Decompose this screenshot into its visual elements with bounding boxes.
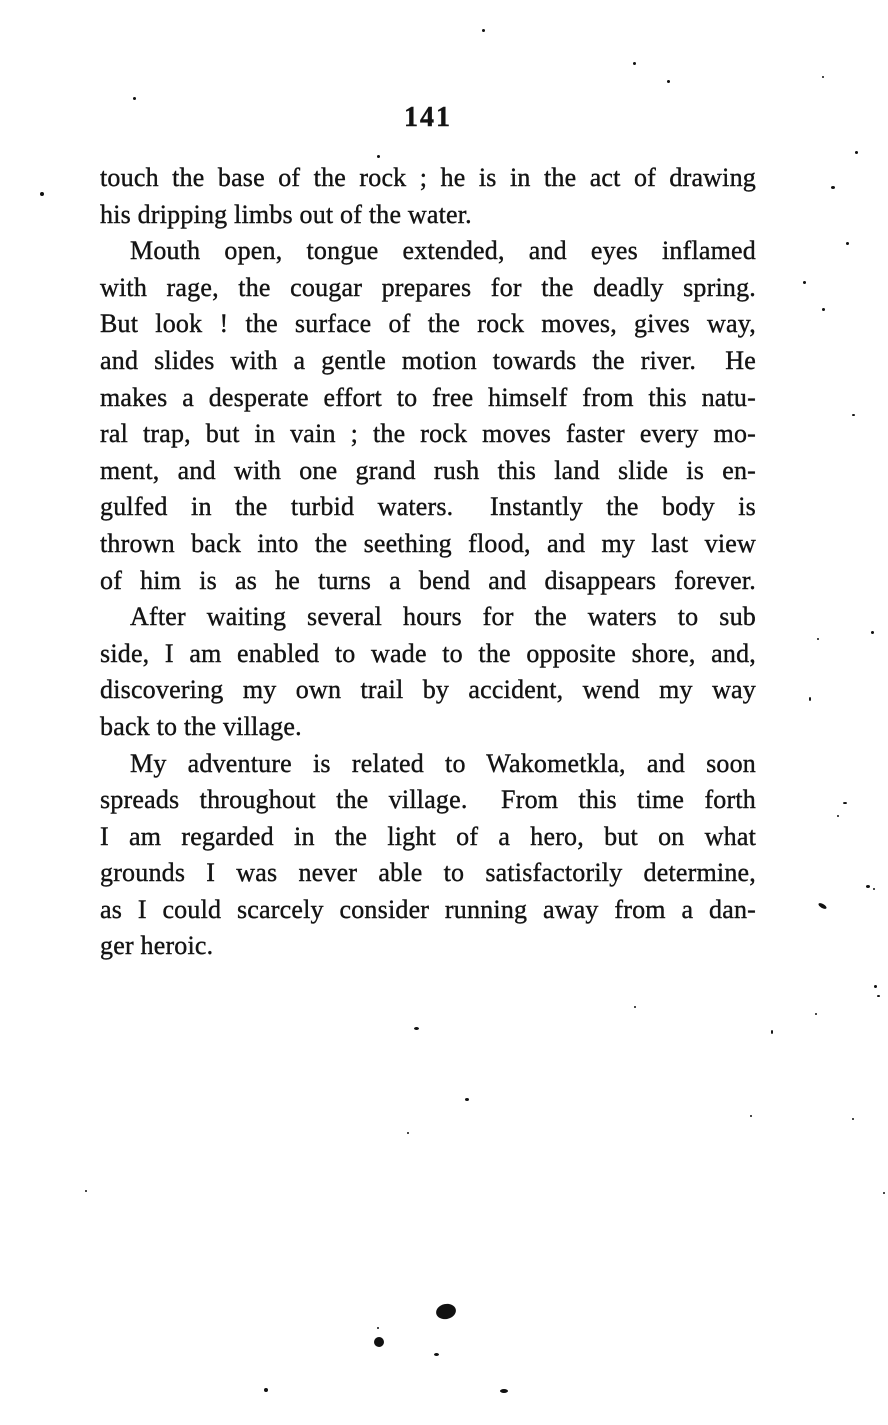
text-line: Mouth open, tongue extended, and eyes inflamed: [130, 236, 756, 266]
text-line: But look ! the surface of the rock moves, gives way,: [100, 309, 756, 339]
text-line: ral trap, but in vain ; the rock moves faster every mo-: [100, 419, 756, 449]
ink-speck: [809, 697, 811, 701]
ink-speck: [871, 631, 874, 634]
ink-speck: [633, 62, 636, 65]
ink-speck: [435, 1302, 458, 1321]
paragraph: [100, 160, 756, 233]
ink-speck: [874, 985, 877, 988]
ink-speck: [803, 281, 806, 284]
ink-speck: [866, 885, 870, 888]
ink-speck: [85, 1190, 87, 1192]
text-line: ment, and with one grand rush this land slide is en-: [100, 455, 756, 485]
ink-speck: [465, 1098, 469, 1101]
text-line: My adventure is related to Wakometkla, and soon: [130, 748, 756, 778]
ink-speck: [771, 1030, 773, 1034]
ink-speck: [434, 1353, 439, 1356]
paragraph: [100, 599, 756, 745]
ink-speck: [377, 1327, 379, 1329]
ink-speck: [877, 995, 880, 997]
text-line: thrown back into the seething flood, and my last view: [100, 528, 756, 558]
ink-speck: [831, 186, 835, 189]
text-line: ger heroic.: [100, 931, 214, 961]
text-line: discovering my own trail by accident, wend my way: [100, 675, 756, 705]
ink-speck: [667, 80, 670, 83]
ink-speck: [822, 76, 824, 78]
text-line: grounds I was never able to satisfactorily determine,: [100, 858, 756, 888]
text-line: side, I am enabled to wade to the opposite shore, and,: [100, 638, 756, 668]
ink-speck: [843, 802, 847, 804]
ink-speck: [822, 308, 825, 311]
ink-speck: [818, 902, 828, 910]
ink-speck: [500, 1389, 508, 1393]
ink-speck: [873, 888, 875, 890]
ink-speck: [377, 155, 380, 158]
text-line: gulfed in the turbid waters. Instantly the body is: [100, 492, 756, 522]
ink-speck: [883, 1192, 885, 1194]
text-line: and slides with a gentle motion towards the river. He: [100, 345, 756, 375]
text-line: back to the village.: [100, 711, 302, 741]
text-line: as I could scarcely consider running away from a dan-: [100, 894, 756, 924]
ink-speck: [852, 414, 855, 416]
paragraph: [100, 233, 756, 599]
ink-speck: [407, 1132, 409, 1134]
text-line: his dripping limbs out of the water.: [100, 199, 472, 229]
ink-speck: [750, 1115, 752, 1117]
text-line: with rage, the cougar prepares for the deadly spring.: [100, 272, 756, 302]
text-line: touch the base of the rock ; he is in the act of drawing: [100, 163, 756, 192]
ink-speck: [374, 1337, 384, 1347]
text-line: After waiting several hours for the waters to sub: [130, 602, 756, 632]
text-line: I am regarded in the light of a hero, but on what: [100, 821, 756, 851]
text-line: of him is as he turns a bend and disappears forever.: [100, 565, 756, 595]
ink-speck: [40, 192, 44, 196]
ink-speck: [837, 815, 839, 817]
ink-speck: [815, 1013, 817, 1015]
ink-speck: [414, 1027, 419, 1030]
ink-speck: [855, 151, 858, 154]
page-text: [100, 160, 756, 965]
page-number: 141: [404, 102, 452, 133]
text-line: makes a desperate effort to free himself from this natu-: [100, 382, 756, 412]
paragraph: [100, 746, 756, 966]
ink-speck: [264, 1388, 268, 1392]
ink-speck: [482, 29, 485, 32]
ink-speck: [817, 638, 819, 640]
text-line: spreads throughout the village. From this time forth: [100, 785, 756, 815]
ink-speck: [852, 1118, 854, 1120]
ink-speck: [846, 242, 849, 245]
ink-speck: [133, 97, 136, 100]
ink-speck: [634, 1006, 636, 1008]
